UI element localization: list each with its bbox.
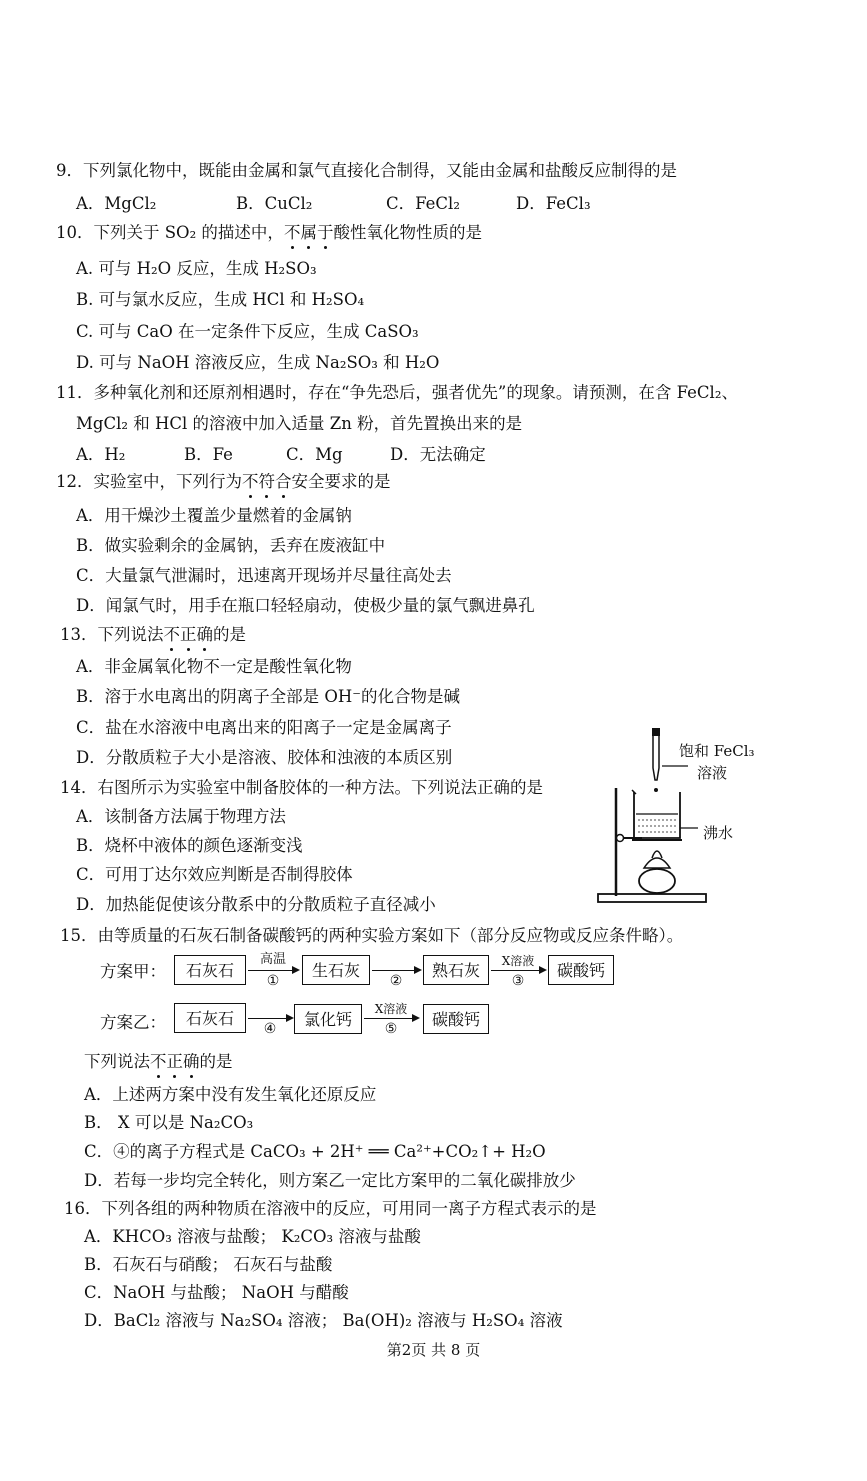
q12-stem-pre: 12．实验室中，下列行为 xyxy=(56,472,242,491)
q13-option-b: B．溶于水电离出的阴离子全部是 OH⁻的化合物是碱 xyxy=(76,687,460,706)
q9-option-a: A．MgCl₂ xyxy=(76,194,157,213)
q11-option-a: A．H₂ xyxy=(76,445,126,464)
q13-stem-pre: 13．下列说法 xyxy=(60,625,164,644)
q11-options xyxy=(76,444,486,466)
q13-option-a: A．非金属氧化物不一定是酸性氧化物 xyxy=(76,657,352,676)
q16-option-c: C．NaOH 与盐酸； NaOH 与醋酸 xyxy=(84,1283,349,1302)
dropper-bulb xyxy=(652,728,660,736)
plan-a-arrow-3-num: ③ xyxy=(511,973,525,989)
q12-option-d: D．闻氯气时，用手在瓶口轻轻扇动，使极少量的氯气飘进鼻孔 xyxy=(76,596,535,615)
emphasis-char: 确 xyxy=(196,625,213,644)
q11-option-c: C．Mg xyxy=(286,445,343,464)
clamp-knob xyxy=(617,835,624,842)
alcohol-lamp-flame-area xyxy=(644,858,670,868)
emphasis-char: 正 xyxy=(180,625,197,644)
emphasis-char: 不 xyxy=(283,223,301,242)
beaker xyxy=(634,792,680,838)
plan-b-arrow-4 xyxy=(248,1018,292,1019)
emphasis-char: 不 xyxy=(242,472,259,491)
q15-substem-post: 的是 xyxy=(199,1052,233,1071)
alcohol-lamp xyxy=(639,869,675,893)
q16-option-a: A．KHCO₃ 溶液与盐酸； K₂CO₃ 溶液与盐酸 xyxy=(84,1227,421,1246)
q13-option-c: C．盐在水溶液中电离出来的阳离子一定是金属离子 xyxy=(76,718,452,737)
q9-option-b: B．CuCl₂ xyxy=(236,194,313,213)
stand-base xyxy=(598,894,706,902)
plan-a-arrow-2-num: ② xyxy=(389,973,403,989)
q9-option-c: C．FeCl₂ xyxy=(386,194,460,213)
q11-option-d: D．无法确定 xyxy=(390,445,486,464)
q14-option-c: C．可用丁达尔效应判断是否制得胶体 xyxy=(76,865,353,884)
q12-option-c: C．大量氯气泄漏时，迅速离开现场并尽量往高处去 xyxy=(76,566,452,585)
plan-a-box-quicklime: 生石灰 xyxy=(302,955,370,985)
plan-b-arrow-5-num: ⑤ xyxy=(384,1021,398,1037)
emphasis-char: 于 xyxy=(316,223,334,242)
label-boiling-water: 沸水 xyxy=(703,824,734,842)
plan-a-box-calcium-carbonate: 碳酸钙 xyxy=(548,955,614,985)
q10-stem-pre: 10．下列关于 SO₂ 的描述中， xyxy=(56,223,284,242)
plan-a-box-limestone: 石灰石 xyxy=(174,955,246,985)
emphasis-char: 确 xyxy=(183,1052,200,1071)
q11-option-b: B．Fe xyxy=(184,445,233,464)
q10-option-b: B. 可与氯水反应，生成 HCl 和 H₂SO₄ xyxy=(76,290,365,309)
emphasis-char: 合 xyxy=(275,472,292,491)
q16-option-d: D．BaCl₂ 溶液与 Na₂SO₄ 溶液； Ba(OH)₂ 溶液与 H₂SO₄ 溶液 xyxy=(84,1311,563,1330)
q15-option-c: C．④的离子方程式是 CaCO₃ + 2H⁺ ══ Ca²⁺+CO₂↑+ H₂O xyxy=(84,1142,546,1161)
q14-option-d: D．加热能促使该分散系中的分散质粒子直径减小 xyxy=(76,895,436,914)
plan-a-box-slaked-lime: 熟石灰 xyxy=(423,955,489,985)
emphasis-char: 符 xyxy=(258,472,275,491)
plan-b-box-calcium-carbonate: 碳酸钙 xyxy=(423,1004,489,1034)
q12-option-a: A．用干燥沙土覆盖少量燃着的金属钠 xyxy=(76,506,352,525)
drop xyxy=(654,788,658,792)
emphasis-char: 属 xyxy=(300,223,317,242)
q15-substem xyxy=(84,1051,233,1073)
plan-a-arrow-3 xyxy=(491,970,545,971)
q14-stem: 14．右图所示为实验室中制备胶体的一种方法。下列说法正确的是 xyxy=(60,778,543,797)
q12-stem xyxy=(56,471,391,493)
page-footer: 第2页 共 8 页 xyxy=(386,1341,481,1359)
plan-a-arrow-3-top: X溶液 xyxy=(501,954,535,968)
plan-b-arrow-4-num: ④ xyxy=(263,1021,277,1037)
q9-stem: 9．下列氯化物中，既能由金属和氯气直接化合制得，又能由金属和盐酸反应制得的是 xyxy=(56,161,677,180)
q10-option-a: A. 可与 H₂O 反应，生成 H₂SO₃ xyxy=(76,259,317,278)
plan-a-label: 方案甲： xyxy=(100,962,166,981)
q10-stem-post: 酸性氧化物性质的是 xyxy=(333,223,482,242)
plan-b-label: 方案乙： xyxy=(100,1013,166,1032)
plan-b-arrow-5 xyxy=(364,1018,418,1019)
q15-option-a: A．上述两方案中没有发生氧化还原反应 xyxy=(84,1085,377,1104)
q10-option-c: C. 可与 CaO 在一定条件下反应，生成 CaSO₃ xyxy=(76,322,419,341)
q16-option-b: B．石灰石与硝酸； 石灰石与盐酸 xyxy=(84,1255,333,1274)
q15-option-b: B． X 可以是 Na₂CO₃ xyxy=(84,1113,254,1132)
plan-a-arrow-1 xyxy=(248,970,298,971)
emphasis-char: 不 xyxy=(163,625,180,644)
q16-stem: 16．下列各组的两种物质在溶液中的反应，可用同一离子方程式表示的是 xyxy=(64,1199,597,1218)
q9-options xyxy=(76,193,591,215)
q10-option-d: D. 可与 NaOH 溶液反应，生成 Na₂SO₃ 和 H₂O xyxy=(76,353,440,372)
q15-option-d: D．若每一步均完全转化，则方案乙一定比方案甲的二氧化碳排放少 xyxy=(84,1171,576,1190)
plan-b-box-limestone: 石灰石 xyxy=(174,1003,246,1033)
plan-a-arrow-1-top: 高温 xyxy=(259,952,286,967)
q11-stem-line2: MgCl₂ 和 HCl 的溶液中加入适量 Zn 粉，首先置换出来的是 xyxy=(76,414,523,433)
label-solution: 溶液 xyxy=(697,764,728,782)
q12-option-b: B．做实验剩余的金属钠，丢弃在废液缸中 xyxy=(76,536,386,555)
q14-option-a: A．该制备方法属于物理方法 xyxy=(76,807,286,826)
q15-stem: 15．由等质量的石灰石制备碳酸钙的两种实验方案如下（部分反应物或反应条件略）。 xyxy=(60,926,684,945)
flame xyxy=(652,851,662,858)
label-saturated-fecl3: 饱和 FeCl₃ xyxy=(679,742,755,760)
q10-stem xyxy=(56,222,482,244)
q9-option-d: D．FeCl₃ xyxy=(516,194,591,213)
dropper xyxy=(653,732,659,780)
q13-stem xyxy=(60,624,246,646)
q14-option-b: B．烧杯中液体的颜色逐渐变浅 xyxy=(76,836,303,855)
emphasis-char: 不 xyxy=(150,1052,167,1071)
liquid-hatching xyxy=(638,820,676,832)
emphasis-char: 正 xyxy=(166,1052,183,1071)
q12-stem-post: 安全要求的是 xyxy=(291,472,391,491)
q13-option-d: D．分散质粒子大小是溶液、胶体和浊液的本质区别 xyxy=(76,748,453,767)
q13-stem-post: 的是 xyxy=(213,625,246,644)
q11-stem-line1: 11．多种氧化剂和还原剂相遇时，存在“争先恐后，强者优先”的现象。请预测，在含 FeCl₂、 xyxy=(56,383,738,402)
plan-a-arrow-2 xyxy=(372,970,420,971)
plan-b-arrow-5-top: X溶液 xyxy=(374,1002,408,1016)
q15-substem-pre: 下列说法 xyxy=(84,1052,150,1071)
plan-a-arrow-1-num: ① xyxy=(266,973,280,989)
plan-b-box-calcium-chloride: 氯化钙 xyxy=(294,1004,362,1034)
